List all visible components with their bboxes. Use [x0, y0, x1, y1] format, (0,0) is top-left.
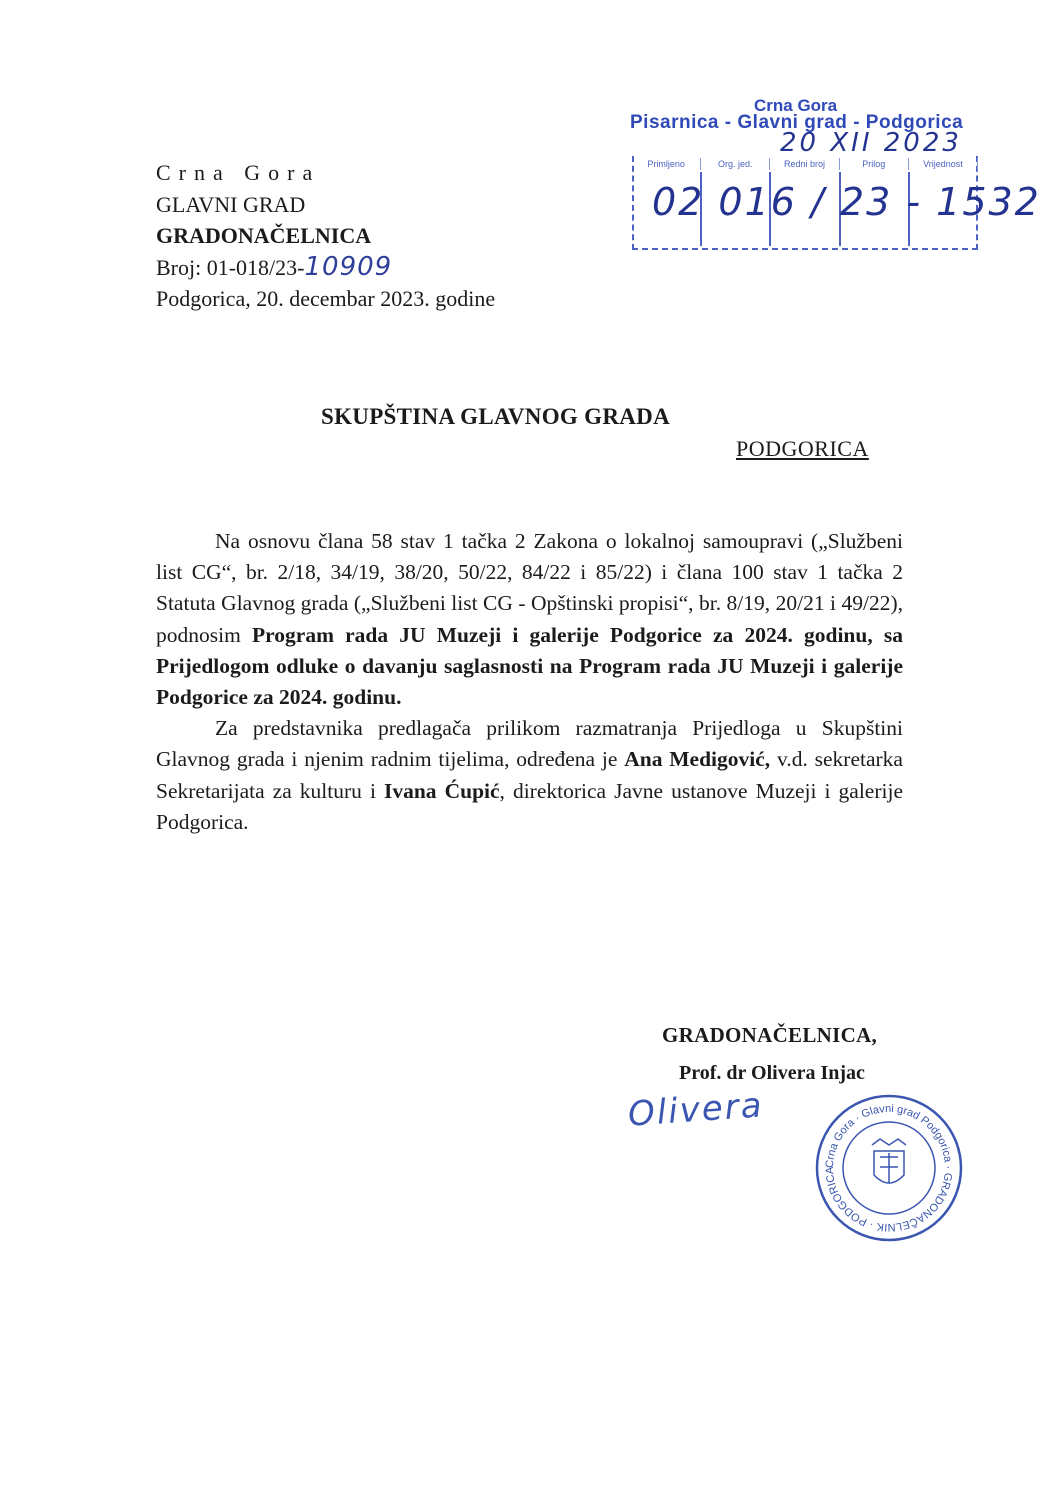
official-seal: [814, 1093, 964, 1243]
body-bold-text: Ivana Ćupić: [383, 778, 500, 803]
body-bold-text: Program rada JU Muzeji i galerije Podgorice za 2024. godinu, sa Prijedlogom odluke o davanju saglasnosti na Program rada JU Muzeji i galerije Podgorice za 2024. godinu.: [156, 622, 903, 710]
seal-text: Crna Gora · Glavni grad Podgorica · GRADONAČELNIK · PODGORICA: [823, 1102, 955, 1234]
stamp-header: Primljeno: [632, 158, 701, 170]
signature-block: [662, 1023, 877, 1048]
reference-number: [156, 252, 495, 284]
signatory-name: Prof. dr Olivera Injac: [679, 1062, 865, 1084]
recipient-name: SKUPŠTINA GLAVNOG GRADA: [321, 404, 670, 429]
reference-prefix: Broj: 01-018/23-: [156, 254, 305, 280]
body-text: , direktorica Javne ustanove Muzeji i galerije Podgorica.: [156, 778, 903, 834]
letterhead: [156, 157, 495, 315]
body-text: v.d. sekretarka Sekretarijata za kulturu i: [156, 747, 903, 803]
place-date: Podgorica, 20. decembar 2023. godine: [156, 286, 496, 311]
stamp-line-country: Crna Gora: [754, 96, 838, 115]
letter-body: [156, 526, 903, 838]
body-text: Za predstavnika predlagača prilikom razmatranja Prijedloga u Skupštini Glavnog grada i njenim radnim tijelima, određena je: [156, 716, 903, 772]
letterhead-country: Crna Gora: [156, 160, 321, 185]
stamp-line-office: Pisarnica - Glavni grad - Podgorica: [630, 112, 964, 133]
stamp-handwritten-date: 20 XII 2023: [780, 128, 962, 158]
body-paragraph: [156, 713, 903, 838]
stamp-header: Vrijednost: [909, 158, 978, 170]
reference-handwritten-number: 10909: [304, 251, 393, 282]
letterhead-city: GLAVNI GRAD: [156, 191, 306, 217]
stamp-handwritten-number: 02 016 / 23 - 1532: [652, 180, 1041, 224]
handwritten-signature: Olivera: [626, 1085, 765, 1135]
body-text: Na osnovu člana 58 stav 1 tačka 2 Zakona o lokalnoj samoupravi („Službeni list CG“, br. 2/18, 34/19, 38/20, 50/22, 84/22 i 85/22) i člana 100 stav 1 tačka 2 Statuta Glavnog grada („Službeni list CG - Opštinski propisi“, br. 8/19, 20/21 i 49/22), podnosim: [156, 529, 903, 647]
registry-stamp: [622, 96, 1041, 246]
signature-title: GRADONAČELNICA,: [662, 1023, 878, 1047]
body-bold-text: Ana Medigović,: [624, 747, 771, 772]
coat-of-arms-icon: [872, 1139, 906, 1183]
stamp-column-headers: [632, 158, 978, 170]
stamp-header: Redni broj: [770, 158, 839, 170]
stamp-header: Prilog: [840, 158, 909, 170]
body-paragraph: [156, 526, 903, 713]
stamp-header: Org. jed.: [701, 158, 770, 170]
letterhead-office: GRADONAČELNICA: [156, 223, 372, 248]
recipient-city: PODGORICA: [736, 436, 869, 461]
